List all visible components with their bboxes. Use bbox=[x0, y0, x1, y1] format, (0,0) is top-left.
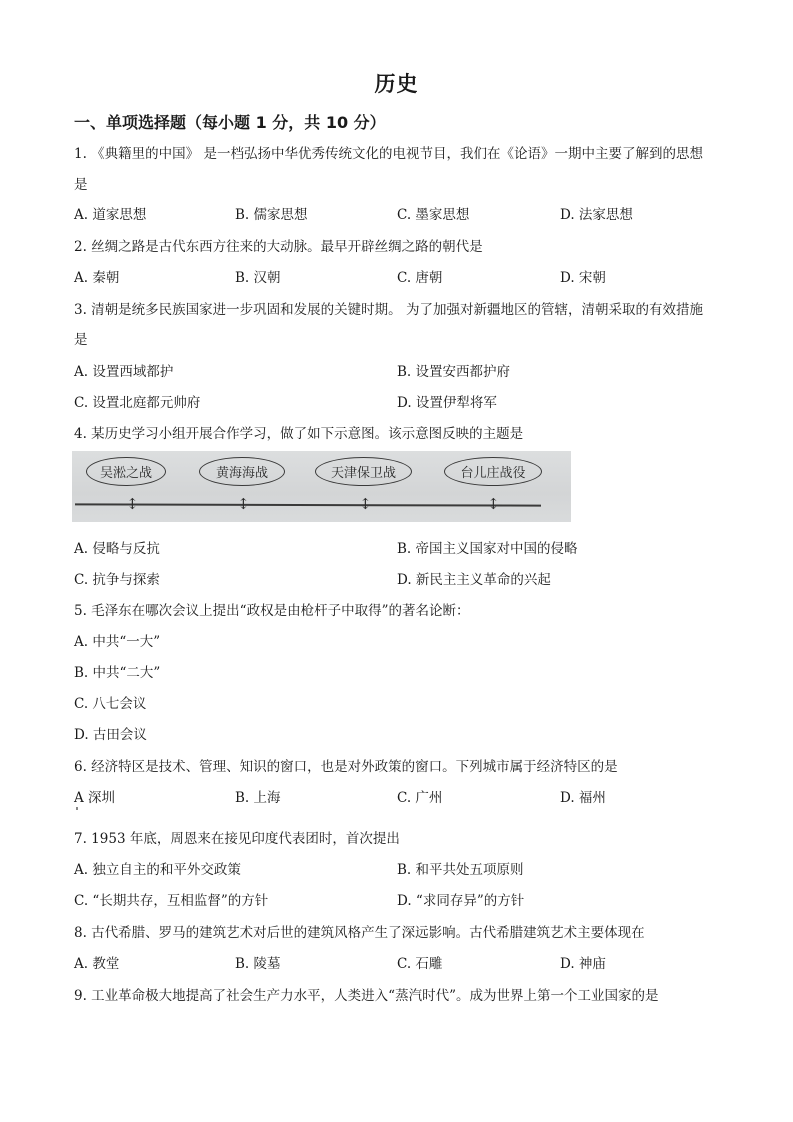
question-6-stem: 6. 经济特区是技术、管理、知识的窗口，也是对外政策的窗口。下列城市属于经济特区的是 bbox=[74, 759, 618, 775]
question-1-option-a: A. 道家思想 bbox=[74, 207, 147, 223]
question-7-option-d: D. “求同存异”的方针 bbox=[397, 893, 525, 909]
question-3-option-a: A. 设置西域都护 bbox=[74, 364, 174, 380]
question-7-option-c: C. “长期共存，互相监督”的方针 bbox=[74, 893, 269, 909]
question-2-option-a: A. 秦朝 bbox=[74, 270, 120, 286]
question-3-stem: 3. 清朝是统多民族国家进一步巩固和发展的关键时期。 为了加强对新疆地区的管辖，清朝采取的有效措施 bbox=[74, 302, 703, 318]
question-1-stem: 1. 《典籍里的中国》 是一档弘扬中华优秀传统文化的电视节目，我们在《论语》一期中主要了解到的思想 bbox=[74, 146, 703, 162]
question-4-option-b: B. 帝国主义国家对中国的侵略 bbox=[397, 541, 578, 557]
question-4-option-d: D. 新民主主义革命的兴起 bbox=[397, 572, 551, 588]
question-1-stem-cont: 是 bbox=[74, 177, 88, 193]
question-2-option-b: B. 汉朝 bbox=[235, 270, 281, 286]
question-8-option-b: B. 陵墓 bbox=[235, 956, 281, 972]
question-9-stem: 9. 工业革命极大地提高了社会生产力水平，人类进入“蒸汽时代”。成为世界上第一个工业国家的是 bbox=[74, 988, 659, 1004]
scan-speck bbox=[76, 807, 78, 810]
event-ellipse-4: 台儿庄战役 bbox=[444, 457, 542, 486]
question-3-stem-cont: 是 bbox=[74, 332, 88, 348]
question-8-option-a: A. 教堂 bbox=[74, 956, 120, 972]
question-5-stem: 5. 毛泽东在哪次会议上提出“政权是由枪杆子中取得”的著名论断： bbox=[74, 603, 470, 619]
question-4-option-a: A. 侵略与反抗 bbox=[74, 541, 160, 557]
question-1-option-b: B. 儒家思想 bbox=[235, 207, 308, 223]
question-8-option-c: C. 石雕 bbox=[397, 956, 443, 972]
question-5-option-b: B. 中共“二大” bbox=[74, 665, 161, 681]
question-4-option-c: C. 抗争与探索 bbox=[74, 572, 160, 588]
question-3-option-d: D. 设置伊犁将军 bbox=[397, 395, 497, 411]
event-ellipse-1: 吴淞之战 bbox=[86, 457, 166, 486]
question-5-option-d: D. 古田会议 bbox=[74, 727, 147, 743]
question-6-option-c: C. 广州 bbox=[397, 790, 443, 806]
question-4-timeline-figure bbox=[72, 451, 571, 522]
event-ellipse-3: 天津保卫战 bbox=[315, 457, 412, 486]
question-2-option-d: D. 宋朝 bbox=[560, 270, 606, 286]
question-1-option-d: D. 法家思想 bbox=[560, 207, 633, 223]
double-arrow-icon: ↕ bbox=[359, 495, 372, 513]
question-4-stem: 4. 某历史学习小组开展合作学习，做了如下示意图。该示意图反映的主题是 bbox=[74, 426, 524, 442]
double-arrow-icon: ↕ bbox=[126, 495, 139, 513]
question-6-option-a: A 深圳 bbox=[74, 790, 116, 806]
question-3-option-c: C. 设置北庭都元帅府 bbox=[74, 395, 201, 411]
timeline-axis bbox=[75, 503, 541, 506]
double-arrow-icon: ↕ bbox=[237, 495, 250, 513]
question-5-option-a: A. 中共“一大” bbox=[74, 634, 161, 650]
question-3-option-b: B. 设置安西都护府 bbox=[397, 364, 511, 380]
section-heading: 一、单项选择题（每小题 1 分，共 10 分） bbox=[74, 113, 386, 132]
question-7-option-b: B. 和平共处五项原则 bbox=[397, 862, 524, 878]
question-2-option-c: C. 唐朝 bbox=[397, 270, 443, 286]
question-8-option-d: D. 神庙 bbox=[560, 956, 606, 972]
question-7-option-a: A. 独立自主的和平外交政策 bbox=[74, 862, 241, 878]
question-7-stem: 7. 1953 年底，周恩来在接见印度代表团时，首次提出 bbox=[74, 831, 400, 847]
question-8-stem: 8. 古代希腊、罗马的建筑艺术对后世的建筑风格产生了深远影响。古代希腊建筑艺术主要体现在 bbox=[74, 925, 645, 941]
question-1-option-c: C. 墨家思想 bbox=[397, 207, 470, 223]
question-6-option-d: D. 福州 bbox=[560, 790, 606, 806]
double-arrow-icon: ↕ bbox=[487, 495, 500, 513]
event-ellipse-2: 黄海海战 bbox=[199, 457, 285, 486]
page-title: 历史 bbox=[374, 72, 419, 96]
question-2-stem: 2. 丝绸之路是古代东西方往来的大动脉。最早开辟丝绸之路的朝代是 bbox=[74, 239, 483, 255]
question-6-option-b: B. 上海 bbox=[235, 790, 281, 806]
question-5-option-c: C. 八七会议 bbox=[74, 696, 147, 712]
